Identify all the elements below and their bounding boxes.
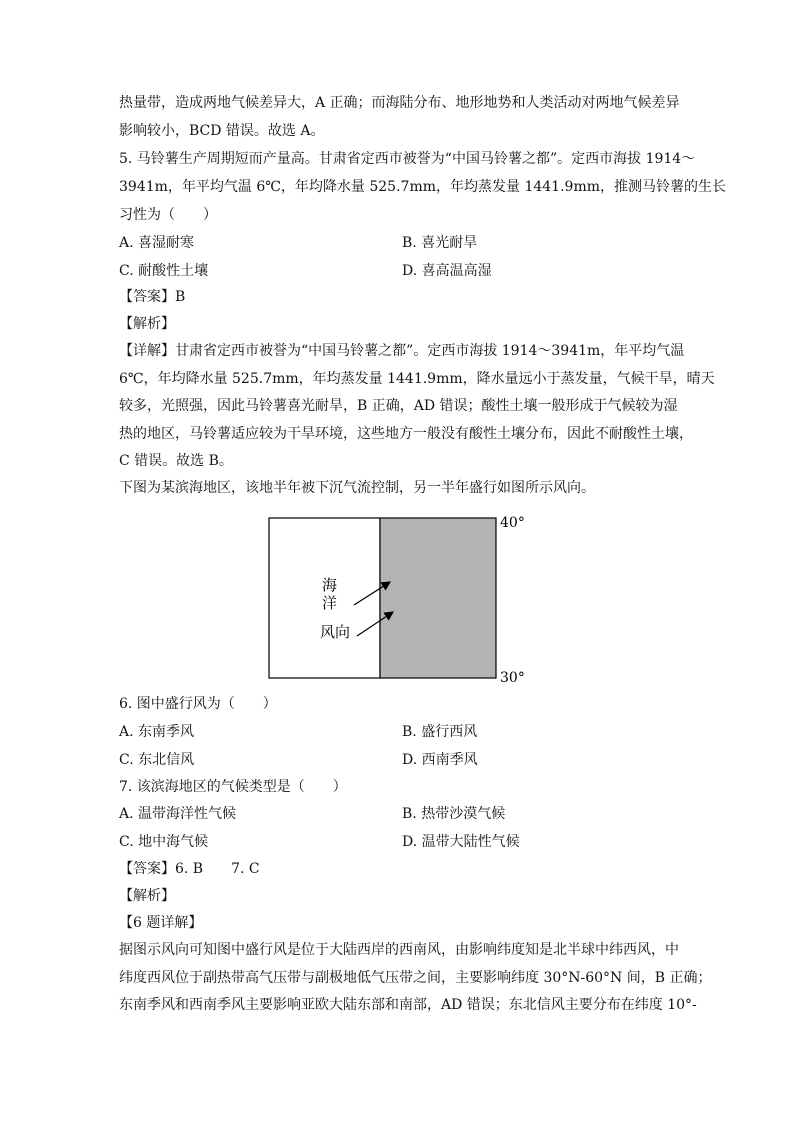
q5-detail: C 错误。故选 B。 (119, 453, 233, 469)
coastal-wind-figure (268, 510, 530, 690)
q6-option-c: C. 东北信风 (119, 752, 195, 768)
q5-answer: 【答案】B (119, 289, 186, 305)
q5-detail: 较多，光照强，因此马铃薯喜光耐旱，B 正确，AD 错误；酸性土壤一般形成于气候较为湿 (119, 398, 678, 414)
land-area (380, 518, 496, 678)
latitude-bottom-label: 30° (500, 670, 525, 686)
q5-option-c: C. 耐酸性土壤 (119, 263, 209, 279)
question-7-stem: 7. 该滨海地区的气候类型是（ ） (119, 779, 347, 795)
text-line: 影响较小，BCD 错误。故选 A。 (119, 123, 325, 139)
q5-detail: 6℃，年均降水量 525.7mm，年均蒸发量 1441.9mm，降水量远小于蒸发量，气候干旱，晴天 (119, 371, 715, 387)
detail-6-text: 纬度西风位于副热带高气压带与副极地低气压带之间，主要影响纬度 30°N-60°N 间，B 正确； (119, 970, 712, 986)
q7-option-a: A. 温带海洋性气候 (119, 806, 237, 822)
q6-option-b: B. 盛行西风 (402, 724, 478, 740)
question-5-stem: 3941m，年平均气温 6℃，年均降水量 525.7mm，年均蒸发量 1441.9mm，推测马铃薯的生长 (119, 179, 726, 195)
q5-option-b: B. 喜光耐旱 (402, 235, 478, 251)
detail-6-text: 东南季风和西南季风主要影响亚欧大陆东部和南部，AD 错误；东北信风主要分布在纬度 10°- (119, 997, 697, 1013)
q5-option-d: D. 喜高温高湿 (402, 263, 492, 279)
question-5-stem: 5. 马铃薯生产周期短而产量高。甘肃省定西市被誉为“中国马铃薯之都”。定西市海拔 1914～ (119, 151, 696, 167)
q5-detail: 热的地区，马铃薯适应较为干旱环境，这些地方一般没有酸性土壤分布，因此不耐酸性土壤， (119, 426, 693, 442)
question-5-stem: 习性为（ ） (119, 207, 217, 223)
q7-option-c: C. 地中海气候 (119, 834, 209, 850)
group-intro: 下图为某滨海地区，该地半年被下沉气流控制，另一半年盛行如图所示风向。 (119, 480, 595, 496)
analysis-6-7-title: 【解析】 (119, 888, 175, 904)
q5-option-a: A. 喜湿耐寒 (119, 235, 195, 251)
detail-6-title: 【6 题详解】 (119, 915, 203, 931)
coastal-map-diagram (268, 510, 530, 690)
q7-option-d: D. 温带大陆性气候 (402, 834, 520, 850)
latitude-top-label: 40° (500, 515, 525, 531)
answers-6-7: 【答案】6. B 7. C (119, 861, 260, 877)
q6-option-d: D. 西南季风 (402, 752, 478, 768)
text-line: 热量带，造成两地气候差异大，A 正确；而海陆分布、地形地势和人类活动对两地气候差异 (119, 95, 680, 111)
q7-option-b: B. 热带沙漠气候 (402, 806, 506, 822)
q6-option-a: A. 东南季风 (119, 724, 195, 740)
q5-detail: 【详解】甘肃省定西市被誉为“中国马铃薯之都”。定西市海拔 1914～3941m，年平均气温 (119, 343, 685, 359)
detail-6-text: 据图示风向可知图中盛行风是位于大陆西岸的西南风，由影响纬度知是北半球中纬西风，中 (119, 942, 679, 958)
ocean-label-char: 洋 (322, 594, 338, 612)
q5-analysis-title: 【解析】 (119, 316, 175, 332)
wind-direction-label: 风向 (320, 623, 351, 641)
question-6-stem: 6. 图中盛行风为（ ） (119, 696, 277, 712)
ocean-label-char: 海 (322, 576, 338, 594)
